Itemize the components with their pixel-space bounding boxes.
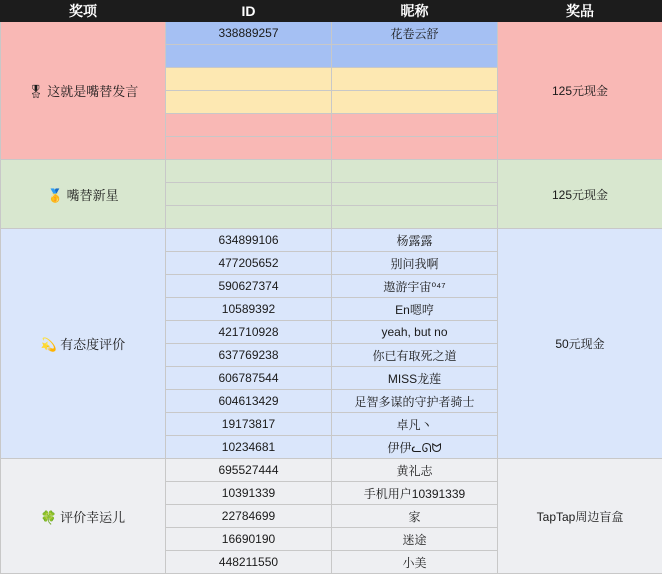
nickname-cell: 遨游宇宙⁰⁴⁷ bbox=[332, 275, 498, 298]
prize-cell: 50元现金 bbox=[498, 229, 662, 459]
nickname-cell bbox=[332, 114, 498, 137]
header-row bbox=[1, 1, 662, 22]
id-cell: 19173817 bbox=[166, 413, 332, 436]
nickname-cell: 杨露露 bbox=[332, 229, 498, 252]
id-cell: 10391339 bbox=[166, 482, 332, 505]
id-cell: 477205652 bbox=[166, 252, 332, 275]
nickname-cell: 手机用户10391339 bbox=[332, 482, 498, 505]
award-label: 有态度评价 bbox=[60, 337, 125, 352]
id-cell: 604613429 bbox=[166, 390, 332, 413]
award-cell bbox=[1, 160, 166, 229]
header-id: ID bbox=[166, 1, 332, 22]
nickname-cell: 你已有取死之道 bbox=[332, 344, 498, 367]
prize-cell: 125元现金 bbox=[498, 22, 662, 160]
award-label: 嘴替新星 bbox=[67, 188, 119, 203]
nickname-cell: 黄礼志 bbox=[332, 459, 498, 482]
id-cell: 22784699 bbox=[166, 505, 332, 528]
id-cell bbox=[166, 68, 332, 91]
table-row bbox=[1, 160, 662, 183]
id-cell bbox=[166, 206, 332, 229]
nickname-cell: 伊伊ᓚᘏᗢ bbox=[332, 436, 498, 459]
nickname-cell bbox=[332, 183, 498, 206]
id-cell: 10234681 bbox=[166, 436, 332, 459]
id-cell: 590627374 bbox=[166, 275, 332, 298]
id-cell bbox=[166, 45, 332, 68]
header-nickname: 昵称 bbox=[332, 1, 498, 22]
prize-cell: 125元现金 bbox=[498, 160, 662, 229]
id-cell bbox=[166, 137, 332, 160]
nickname-cell: 迷途 bbox=[332, 528, 498, 551]
nickname-cell bbox=[332, 206, 498, 229]
nickname-cell: yeah, but no bbox=[332, 321, 498, 344]
id-cell: 695527444 bbox=[166, 459, 332, 482]
id-cell bbox=[166, 183, 332, 206]
four-leaf-clover-icon: 🍀 bbox=[41, 510, 57, 526]
id-cell: 16690190 bbox=[166, 528, 332, 551]
nickname-cell: 别问我啊 bbox=[332, 252, 498, 275]
nickname-cell bbox=[332, 91, 498, 114]
id-cell: 634899106 bbox=[166, 229, 332, 252]
nickname-cell bbox=[332, 160, 498, 183]
award-label: 评价幸运儿 bbox=[60, 510, 125, 525]
id-cell bbox=[166, 114, 332, 137]
header-prize: 奖品 bbox=[498, 1, 662, 22]
award-cell bbox=[1, 22, 166, 160]
id-cell: 10589392 bbox=[166, 298, 332, 321]
table-row bbox=[1, 459, 662, 482]
gold-medal-icon: 🥇 bbox=[47, 188, 63, 204]
header-award: 奖项 bbox=[1, 1, 166, 22]
id-cell: 606787544 bbox=[166, 367, 332, 390]
nickname-cell: MISS龙莲 bbox=[332, 367, 498, 390]
id-cell bbox=[166, 160, 332, 183]
id-cell: 421710928 bbox=[166, 321, 332, 344]
id-cell: 338889257 bbox=[166, 22, 332, 45]
medal-icon: 🎖 bbox=[28, 84, 45, 100]
nickname-cell: 花卷云舒 bbox=[332, 22, 498, 45]
nickname-cell: 卓凡丶 bbox=[332, 413, 498, 436]
nickname-cell: En嗯哼 bbox=[332, 298, 498, 321]
nickname-cell bbox=[332, 137, 498, 160]
award-cell bbox=[1, 229, 166, 459]
id-cell bbox=[166, 91, 332, 114]
nickname-cell bbox=[332, 68, 498, 91]
award-label: 这就是嘴替发言 bbox=[47, 84, 138, 99]
comet-icon: 💫 bbox=[41, 337, 57, 353]
id-cell: 637769238 bbox=[166, 344, 332, 367]
id-cell: 448211550 bbox=[166, 551, 332, 574]
nickname-cell: 家 bbox=[332, 505, 498, 528]
table-row bbox=[1, 229, 662, 252]
award-cell bbox=[1, 459, 166, 574]
nickname-cell bbox=[332, 45, 498, 68]
prize-cell: TapTap周边盲盒 bbox=[498, 459, 662, 574]
table-row bbox=[1, 22, 662, 45]
nickname-cell: 小美 bbox=[332, 551, 498, 574]
nickname-cell: 足智多谋的守护者骑士 bbox=[332, 390, 498, 413]
